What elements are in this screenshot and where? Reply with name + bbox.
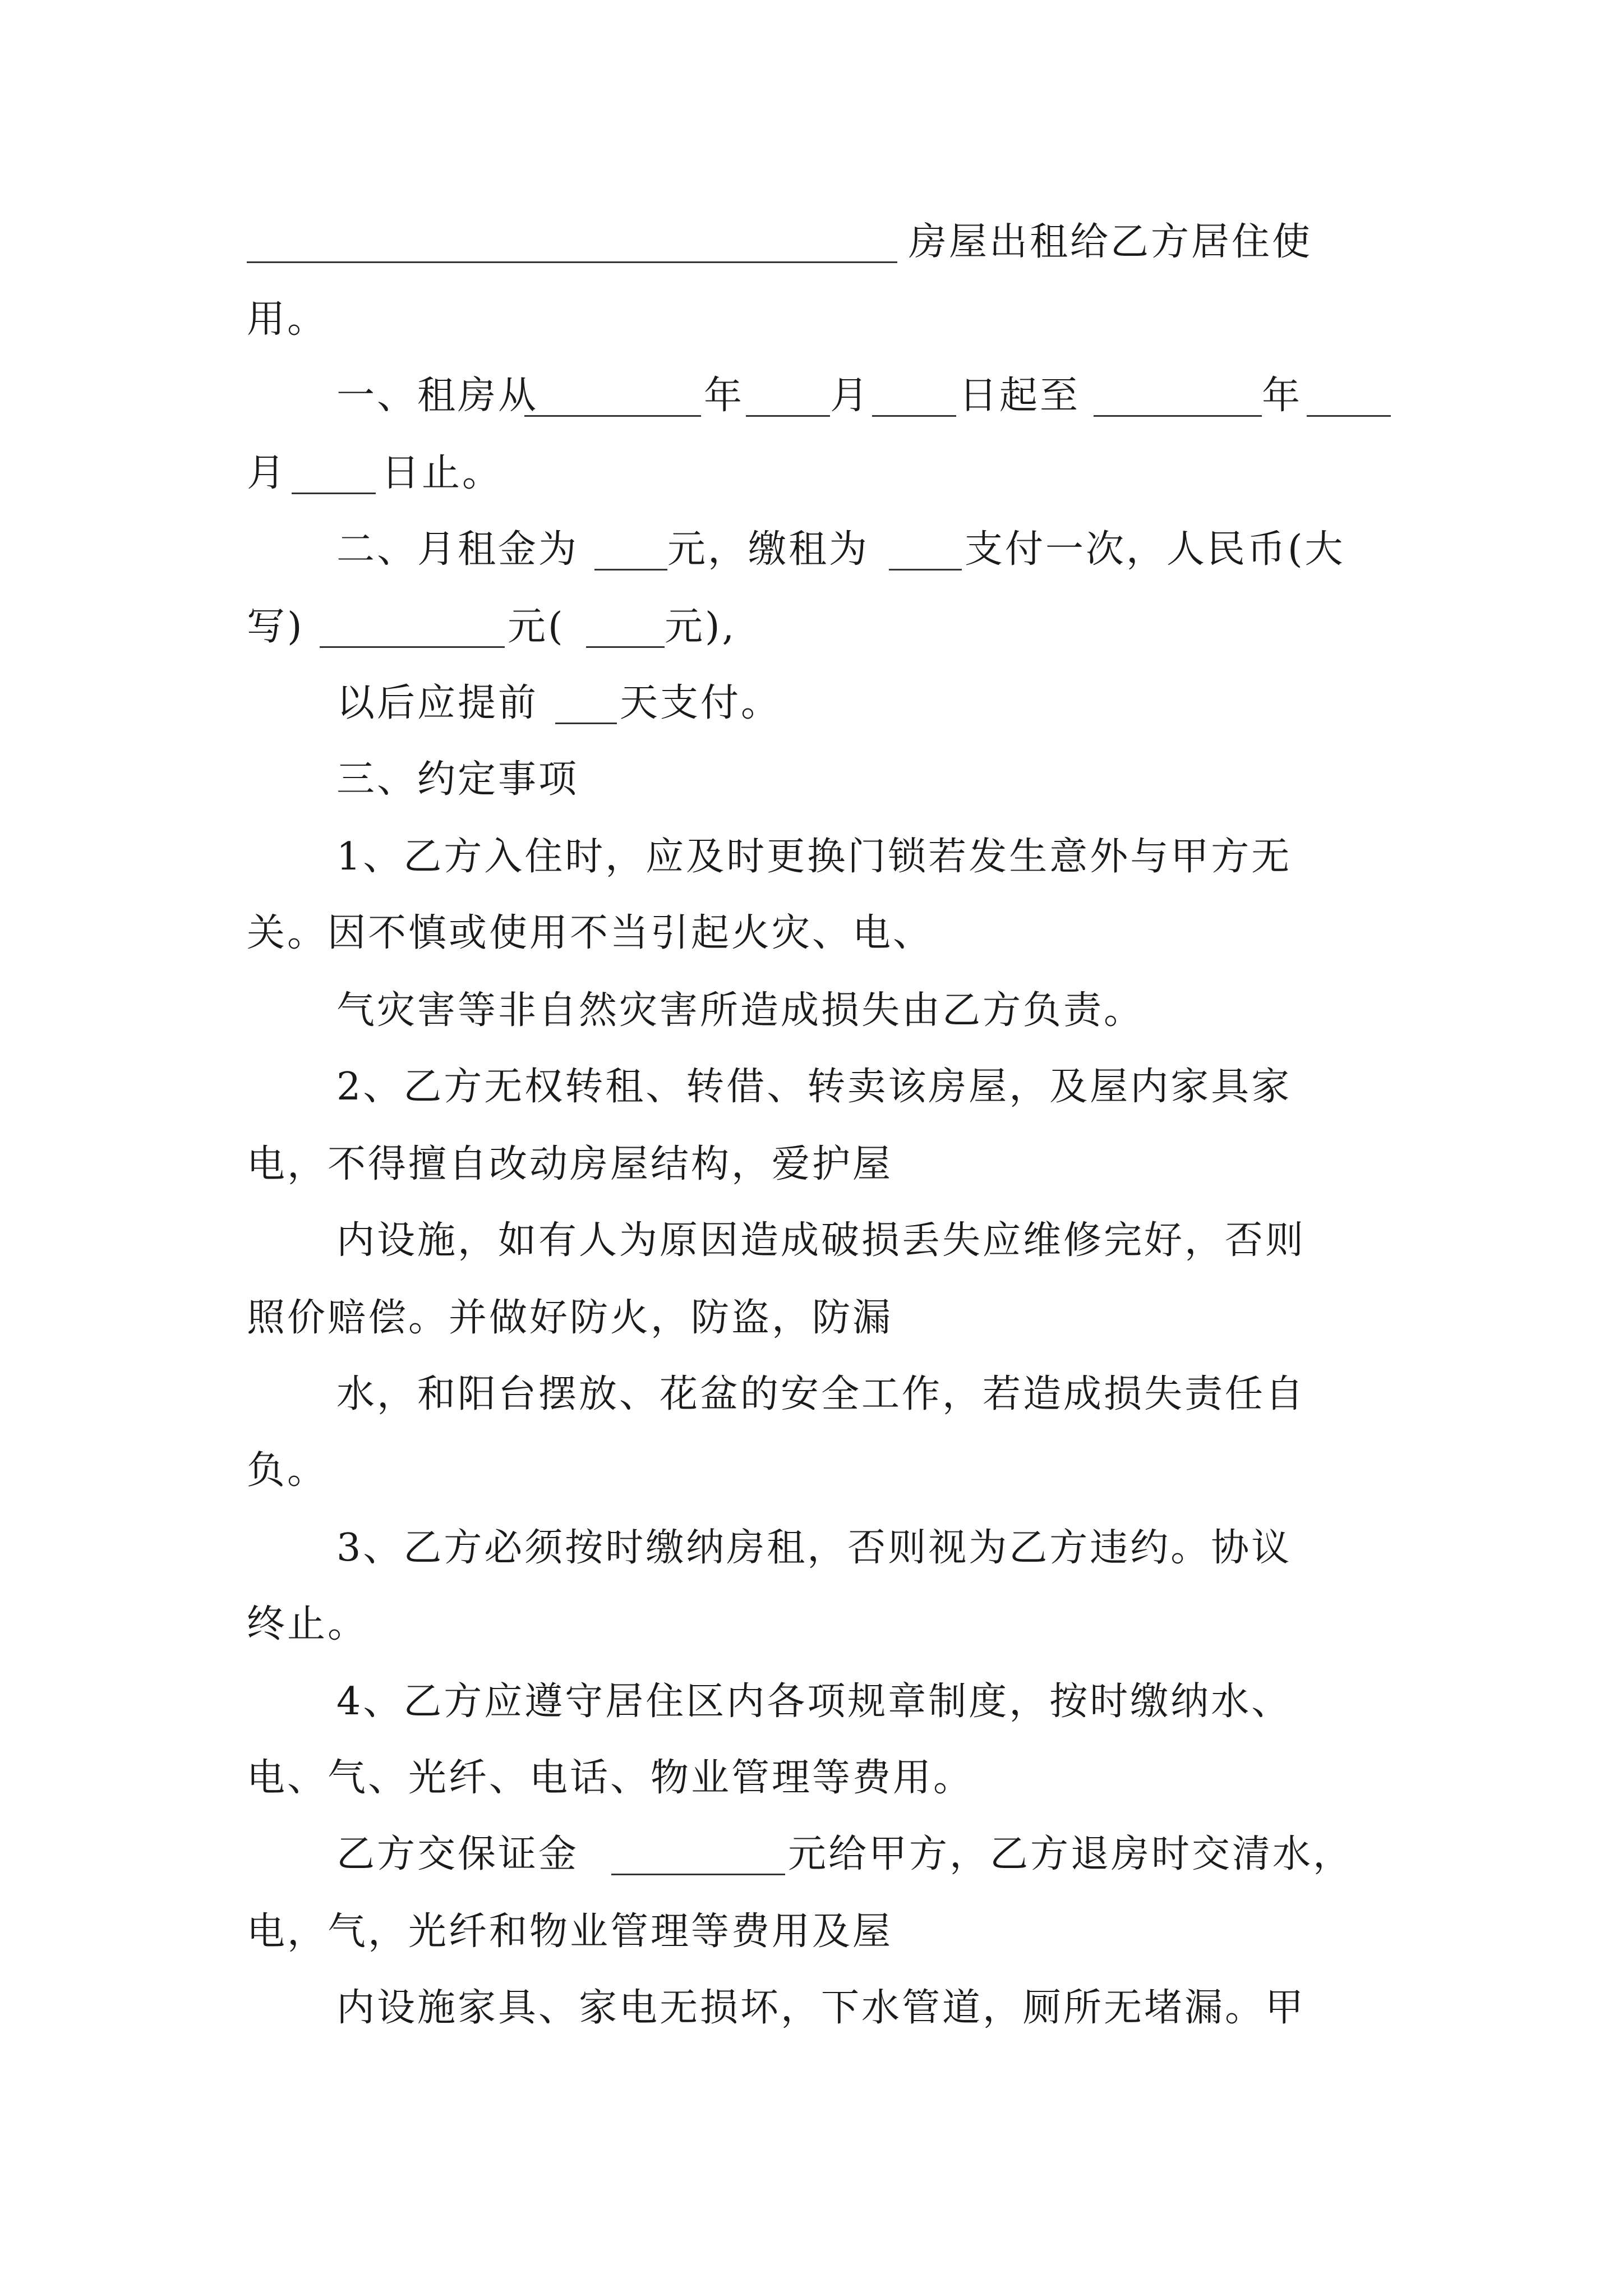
text-segment: 一、租房从 (336, 374, 539, 418)
text-segment: 支付一次，人民币(大 (965, 527, 1345, 572)
fill-blank (611, 1874, 785, 1875)
fill-blank (247, 261, 897, 263)
text-segment: 月 (247, 451, 288, 495)
text-segment: 2、乙方无权转租、转借、转卖该房屋，及屋内家具家 (336, 1065, 1292, 1109)
fill-blank (1307, 415, 1391, 417)
text-segment: 元), (665, 605, 737, 649)
text-segment: 月 (830, 374, 871, 418)
text-segment: 1、乙方入住时，应及时更换门锁若发生意外与甲方无 (336, 835, 1292, 879)
fill-blank (524, 415, 701, 417)
fill-blank (292, 493, 376, 494)
text-segment: 乙方交保证金 (336, 1832, 579, 1876)
fill-blank (872, 415, 956, 417)
fill-blank (594, 569, 667, 570)
fill-blank (586, 646, 665, 648)
text-segment: 日起至 (959, 374, 1081, 418)
text-segment: 用。 (247, 297, 328, 342)
text-segment: 三、约定事项 (336, 757, 579, 802)
text-segment: 以后应提前 (336, 681, 539, 725)
fill-blank (746, 415, 830, 417)
text-segment: 电，不得擅自改动房屋结构，爱护屋 (247, 1142, 893, 1186)
text-segment: 日止。 (381, 451, 503, 495)
text-segment: 3、乙方必须按时缴纳房租，否则视为乙方违约。协议 (336, 1526, 1292, 1570)
fill-blank (320, 646, 505, 648)
text-segment: 气灾害等非自然灾害所造成损失由乙方负责。 (336, 988, 1145, 1033)
text-segment: 内设施家具、家电无损坏，下水管道，厕所无堵漏。甲 (336, 1986, 1306, 2030)
text-segment: 天支付。 (620, 681, 782, 725)
text-segment: 房屋出租给乙方居住使 (909, 220, 1313, 264)
text-segment: 写) (247, 605, 305, 649)
text-segment: 年 (1262, 374, 1303, 418)
fill-blank (555, 723, 617, 724)
text-segment: 元，缴租为 (667, 527, 870, 572)
text-segment: 终止。 (247, 1602, 368, 1646)
text-segment: 二、月租金为 (336, 527, 579, 572)
text-segment: 元( (508, 605, 565, 649)
text-segment: 年 (704, 374, 745, 418)
text-segment: 照价赔偿。并做好防火，防盗，防漏 (247, 1296, 893, 1340)
text-segment: 内设施，如有人为原因造成破损丢失应维修完好，否则 (336, 1218, 1306, 1263)
text-segment: 关。因不慎或使用不当引起火灾、电、 (247, 911, 934, 955)
text-segment: 元给甲方，乙方退房时交清水， (788, 1832, 1354, 1876)
text-segment: 电、气、光纤、电话、物业管理等费用。 (247, 1756, 974, 1800)
fill-blank (1094, 415, 1262, 417)
text-segment: 负。 (247, 1448, 328, 1493)
text-segment: 水，和阳台摆放、花盆的安全工作，若造成损失责任自 (336, 1372, 1306, 1416)
text-segment: 电，气，光纤和物业管理等费用及屋 (247, 1910, 893, 1954)
text-segment: 4、乙方应遵守居住区内各项规章制度，按时缴纳水、 (336, 1680, 1292, 1724)
fill-blank (889, 569, 962, 570)
